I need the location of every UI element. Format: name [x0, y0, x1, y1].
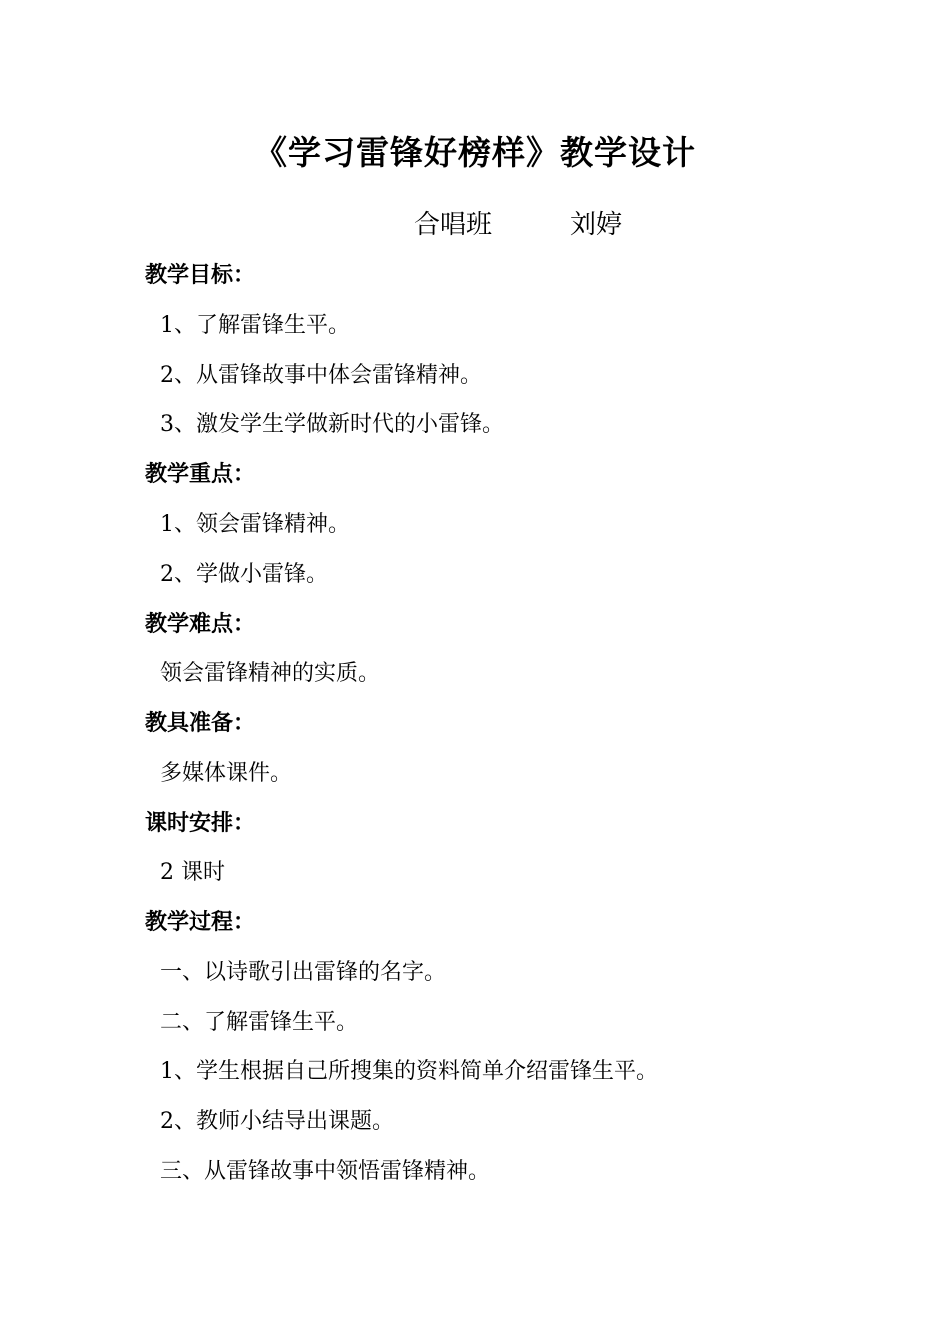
- objective-item: 1、了解雷锋生平。: [160, 313, 350, 338]
- process-item: 1、学生根据自己所搜集的资料简单介绍雷锋生平。: [160, 1059, 658, 1084]
- objective-item: 2、从雷锋故事中体会雷锋精神。: [160, 363, 482, 388]
- key-point-item: 1、领会雷锋精神。: [160, 512, 350, 537]
- process-item: 三、从雷锋故事中领悟雷锋精神。: [160, 1159, 491, 1184]
- author-line: [414, 204, 622, 246]
- schedule-heading: 课时安排：: [145, 811, 256, 836]
- process-item: 2、教师小结导出课题。: [160, 1109, 394, 1134]
- materials-heading: 教具准备：: [145, 711, 256, 736]
- process-item: 一、以诗歌引出雷锋的名字。: [160, 960, 447, 985]
- difficulty-item: 领会雷锋精神的实质。: [160, 661, 381, 686]
- author-class: 合唱班: [414, 210, 493, 240]
- key-points-heading: 教学重点：: [145, 462, 256, 487]
- author-name: 刘婷: [570, 210, 623, 240]
- document-title: 《学习雷锋好榜样》教学设计: [254, 133, 696, 172]
- key-point-item: 2、学做小雷锋。: [160, 562, 328, 587]
- process-heading: 教学过程：: [145, 910, 256, 935]
- difficulties-heading: 教学难点：: [145, 612, 256, 637]
- schedule-item: 2 课时: [160, 860, 225, 885]
- process-item: 二、了解雷锋生平。: [160, 1010, 359, 1035]
- objectives-heading: 教学目标：: [145, 263, 256, 288]
- material-item: 多媒体课件。: [160, 761, 293, 786]
- objective-item: 3、激发学生学做新时代的小雷锋。: [160, 412, 504, 437]
